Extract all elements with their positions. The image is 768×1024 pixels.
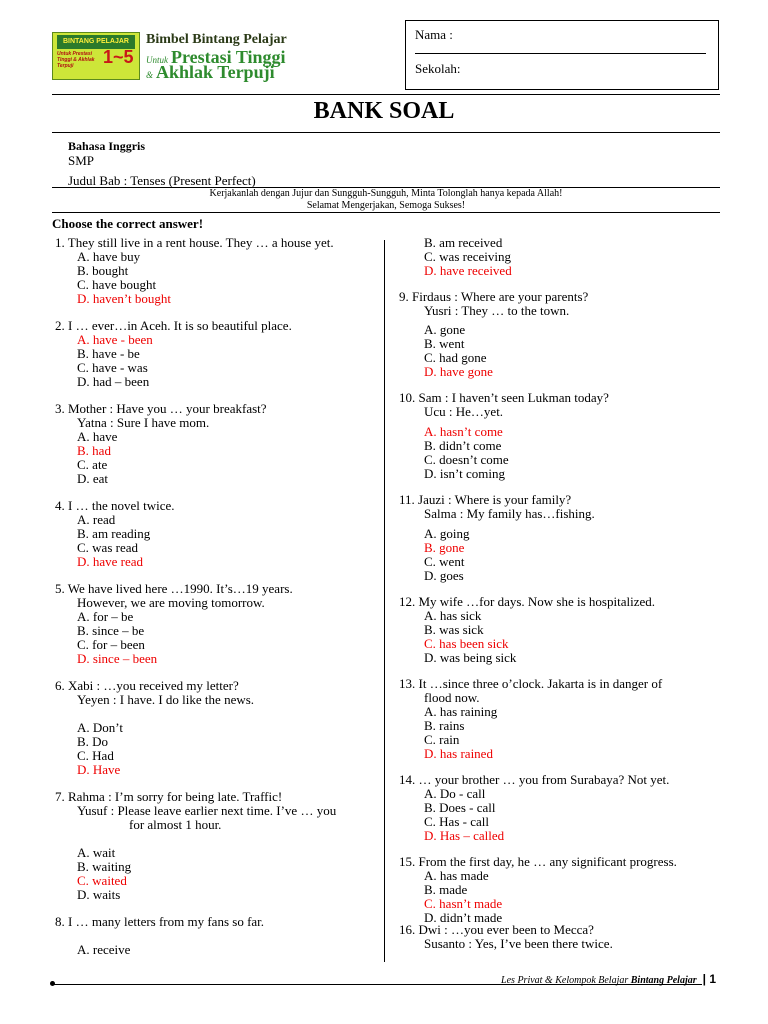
brand-slogan-1-text: Prestasi Tinggi [171, 47, 286, 67]
question-line: C. Has - call [424, 814, 489, 829]
question-line: 6. Xabi : …you received my letter? [55, 678, 239, 693]
question-line: 1. They still live in a rent house. They … a house yet. [55, 235, 334, 250]
question-line: 15. From the first day, he … any significant progress. [399, 854, 677, 869]
question-line: Ucu : He…yet. [424, 404, 504, 419]
motto-line-1: Kerjakanlah dengan Jujur dan Sungguh-Sungguh, Minta Tolonglah hanya kepada Allah! [209, 188, 563, 199]
question-line: B. didn’t come [424, 438, 502, 453]
footer-brand: Bintang Pelajar [630, 975, 697, 986]
question-line: 5. We have lived here …1990. It’s…19 years. [55, 581, 293, 596]
answer-option-correct: C. hasn’t made [424, 896, 503, 911]
question-line: B. have - be [77, 346, 140, 361]
question-line: 16. Dwi : …you ever been to Mecca? [399, 922, 594, 937]
answer-option-correct: C. has been sick [424, 636, 509, 651]
header-rule [52, 94, 720, 95]
question-line: D. eat [77, 471, 109, 486]
question-line: D. goes [424, 568, 464, 583]
question-line: B. went [424, 336, 465, 351]
brand-slogan-2-small: & [146, 70, 154, 80]
question-line: 14. … your brother … you from Surabaya? Not yet. [399, 772, 670, 787]
question-line: 9. Firdaus : Where are your parents? [399, 289, 589, 304]
question-line: C. Had [77, 748, 114, 763]
question-line: 10. Sam : I haven’t seen Lukman today? [399, 390, 609, 405]
question-line: B. waiting [77, 859, 132, 874]
question-line: A. read [77, 512, 116, 527]
question-line: B. bought [77, 263, 129, 278]
footer [501, 972, 716, 986]
question-line: Yusri : They … to the town. [424, 303, 570, 318]
question-line: A. have buy [77, 249, 141, 264]
motto-rule [52, 212, 720, 213]
question-line: C. was read [77, 540, 139, 555]
brand-slogan-1-small: Untuk [146, 55, 168, 65]
question-line: C. have bought [77, 277, 157, 292]
title-rule [52, 132, 720, 133]
student-info-box [405, 20, 719, 90]
answer-option-correct: A. hasn’t come [424, 424, 503, 439]
question-line: D. isn’t coming [424, 466, 506, 481]
question-line: B. was sick [424, 622, 484, 637]
answer-option-correct: D. since – been [77, 651, 158, 666]
question-line: Yatna : Sure I have mom. [77, 415, 210, 430]
question-line: A. going [424, 526, 470, 541]
answer-option-correct: C. waited [77, 873, 127, 888]
answer-option-correct: D. have read [77, 554, 144, 569]
instruction: Choose the correct answer! [52, 216, 204, 231]
question-line: flood now. [424, 690, 480, 705]
question-line: 3. Mother : Have you … your breakfast? [55, 401, 267, 416]
question-line: A. Do - call [424, 786, 486, 801]
question-line: A. for – be [77, 609, 134, 624]
question-line: A. have [77, 429, 118, 444]
question-line: C. for – been [77, 637, 145, 652]
question-line: Yeyen : I have. I do like the news. [77, 692, 255, 707]
question-line: D. waits [77, 887, 121, 902]
question-line: D. was being sick [424, 650, 517, 665]
question-line: C. have - was [77, 360, 148, 375]
answer-option-correct: D. have gone [424, 364, 493, 379]
answer-option-correct: D. Have [77, 762, 121, 777]
question-line: C. doesn’t come [424, 452, 509, 467]
question-line: 11. Jauzi : Where is your family? [399, 492, 572, 507]
chapter: Judul Bab : Tenses (Present Perfect) [68, 173, 256, 188]
question-line: B. Do [77, 734, 109, 749]
motto-line-2: Selamat Mengerjakan, Semoga Sukses! [306, 200, 466, 211]
question-line: 7. Rahma : I’m sorry for being late. Traffic! [55, 789, 283, 804]
question-line: C. rain [424, 732, 460, 747]
answer-option-correct: D. haven’t bought [77, 291, 171, 306]
divider [415, 53, 706, 54]
question-line: A. receive [77, 942, 131, 957]
question-line: Salma : My family has…fishing. [424, 506, 595, 521]
answer-option-correct: B. gone [424, 540, 465, 555]
question-line: for almost 1 hour. [129, 817, 222, 832]
level: SMP [68, 153, 95, 168]
question-line: 2. I … ever…in Aceh. It is so beautiful place. [55, 318, 292, 333]
question-line: 4. I … the novel twice. [55, 498, 175, 513]
brand-name: Bimbel Bintang Pelajar [146, 32, 287, 47]
footer-text: Les Privat & Kelompok Belajar [501, 975, 629, 986]
question-line: C. had gone [424, 350, 487, 365]
answer-option-correct: B. had [77, 443, 111, 458]
question-line: However, we are moving tomorrow. [77, 595, 265, 610]
question-line: A. has made [424, 868, 489, 883]
brand-slogan-2-text: Akhlak Terpuji [156, 62, 275, 82]
question-line: B. am received [424, 235, 503, 250]
subject: Bahasa Inggris [68, 139, 146, 153]
question-line: D. had – been [77, 374, 150, 389]
question-line: B. rains [424, 718, 465, 733]
logo-number: 1~5 [103, 47, 134, 67]
question-line: A. has sick [424, 608, 482, 623]
question-line: A. wait [77, 845, 116, 860]
question-line: Susanto : Yes, I’ve been there twice. [424, 936, 613, 951]
answer-option-correct: D. has rained [424, 746, 493, 761]
question-line: C. was receiving [424, 249, 512, 264]
question-line: C. went [424, 554, 465, 569]
question-line: B. made [424, 882, 468, 897]
logo [52, 32, 140, 80]
question-line: 13. It …since three o’clock. Jakarta is in danger of [399, 676, 663, 691]
logo-title: BINTANG PELAJAR [57, 35, 135, 49]
question-line: B. am reading [77, 526, 151, 541]
page-number: | 1 [702, 972, 716, 986]
logo-tagline: Untuk Prestasi Tinggi & Akhlak Terpuji [57, 51, 95, 69]
answer-option-correct: D. have received [424, 263, 512, 278]
question-line: 8. I … many letters from my fans so far. [55, 914, 265, 929]
question-line: A. gone [424, 322, 466, 337]
question-line: B. since – be [77, 623, 145, 638]
question-line: A. has raining [424, 704, 498, 719]
column-divider [384, 240, 385, 962]
question-line: C. ate [77, 457, 108, 472]
question-line: 12. My wife …for days. Now she is hospitalized. [399, 594, 655, 609]
answer-option-correct: A. have - been [77, 332, 153, 347]
answer-option-correct: D. Has – called [424, 828, 505, 843]
question-line: A. Don’t [77, 720, 123, 735]
question-line: Yusuf : Please leave earlier next time. I’ve … you [77, 803, 337, 818]
page-title: BANK SOAL [313, 98, 455, 124]
nama-field[interactable]: Nama : [415, 27, 453, 42]
question-line: B. Does - call [424, 800, 496, 815]
question-line: D. didn’t made [424, 910, 503, 925]
brand-slogan-2 [146, 62, 275, 83]
sekolah-field[interactable]: Sekolah: [415, 61, 461, 76]
